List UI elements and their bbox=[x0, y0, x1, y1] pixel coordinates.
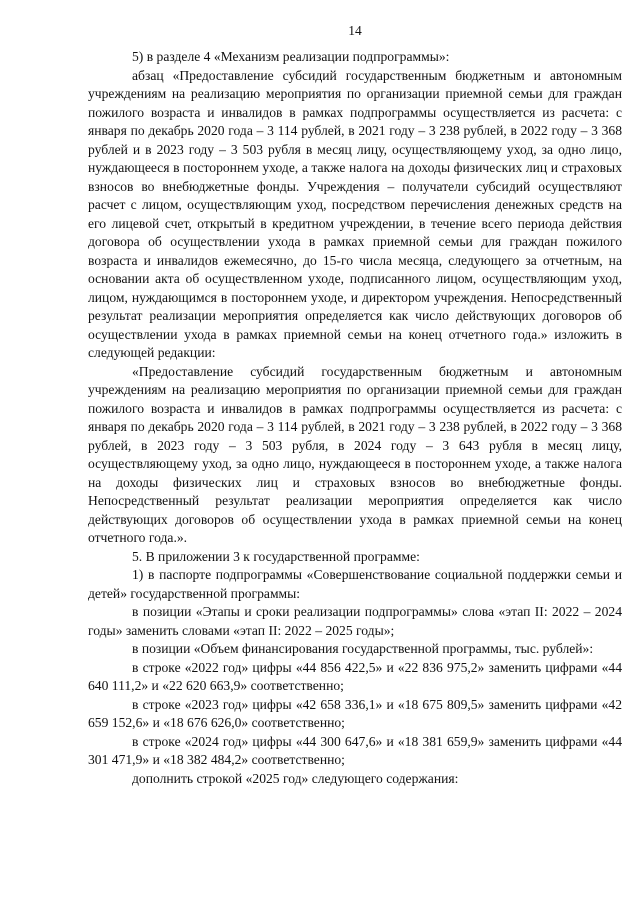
paragraph-old-subsidy-text: абзац «Предоставление субсидий государственным бюджетным и автономным учреждениям на реализацию мероприятия по организации приемной семьи для граждан пожилого возраста и инвалидов в рамках подпрограммы осуществляется из расчета: с января по декабрь 2020 года – 3 114 рублей, в 2021 году – 3 238 рублей, в 2022 году – 3 368 рублей и в 2023 году – 3 503 рубля в месяц лицу, осуществляющему уход, за одно лицо, нуждающееся в постороннем уходе, а также налога на доходы физических лиц и страховых взносов во внебюджетные фонды. Учреждения – получатели субсидий осуществляют расчет с лицом, осуществляющим уход, посредством перечисления денежных средств на его лицевой счет, открытый в кредитном учреждении, в течение всего периода действия договора об осуществлении ухода в рамках приемной семьи для граждан пожилого возраста и инвалидов ежемесячно, до 15-го числа месяца, следующего за отчетным, на основании акта об осуществленном уходе, подписанного лицом, осуществляющим уход, лицом, нуждающимся в постороннем уходе, и директором учреждения. Непосредственный результат реализации мероприятия определяется как число действующих договоров об осуществлении ухода в рамках приемной семьи на конец отчетного года.» изложить в следующей редакции: bbox=[88, 67, 622, 360]
paragraph-stages-position: в позиции «Этапы и сроки реализации подпрограммы» слова «этап II: 2022 – 2024 годы» заменить словами «этап II: 2022 – 2025 годы»; bbox=[88, 604, 622, 638]
document-body bbox=[88, 48, 622, 788]
paragraph-subprogram-passport: 1) в паспорте подпрограммы «Совершенствование социальной поддержки семьи и детей» государственной программы: bbox=[88, 567, 622, 601]
paragraph-funding-position: в позиции «Объем финансирования государственной программы, тыс. рублей»: bbox=[132, 641, 594, 656]
paragraph-new-subsidy-text: «Предоставление субсидий государственным бюджетным и автономным учреждениям на реализацию мероприятия по организации приемной семьи для граждан пожилого возраста и инвалидов в рамках подпрограммы осуществляется из расчета: с января по декабрь 2020 года – 3 114 рублей, в 2021 году – 3 238 рублей, в 2022 году – 3 368 рублей, в 2023 году – 3 503 рубля, в 2024 году – 3 643 рубля в месяц лицу, осуществляющему уход, за одно лицо, нуждающееся в постороннем уходе, а также налога на доходы физических лиц и страховых взносов во внебюджетные фонды. Непосредственный результат реализации мероприятия определяется как число действующих договоров об осуществлении ухода в рамках приемной семьи на конец отчетного года.». bbox=[88, 363, 622, 545]
paragraph-appendix-3: 5. В приложении 3 к государственной программе: bbox=[132, 548, 420, 564]
paragraph-section-4-intro: 5) в разделе 4 «Механизм реализации подпрограммы»: bbox=[132, 49, 450, 64]
paragraph-row-2022: в строке «2022 год» цифры «44 856 422,5» и «22 836 975,2» заменить цифрами «44 640 111,2» и «22 620 663,9» соответственно; bbox=[88, 659, 622, 693]
paragraph-row-2024: в строке «2024 год» цифры «44 300 647,6» и «18 381 659,9» заменить цифрами «44 301 471,9» и «18 382 484,2» соответственно; bbox=[88, 733, 622, 767]
paragraph-add-row-2025: дополнить строкой «2025 год» следующего содержания: bbox=[132, 770, 459, 786]
page-number: 14 bbox=[348, 23, 362, 38]
paragraph-row-2023: в строке «2023 год» цифры «42 658 336,1» и «18 675 809,5» заменить цифрами «42 659 152,6» и «18 676 626,0» соответственно; bbox=[88, 696, 622, 730]
